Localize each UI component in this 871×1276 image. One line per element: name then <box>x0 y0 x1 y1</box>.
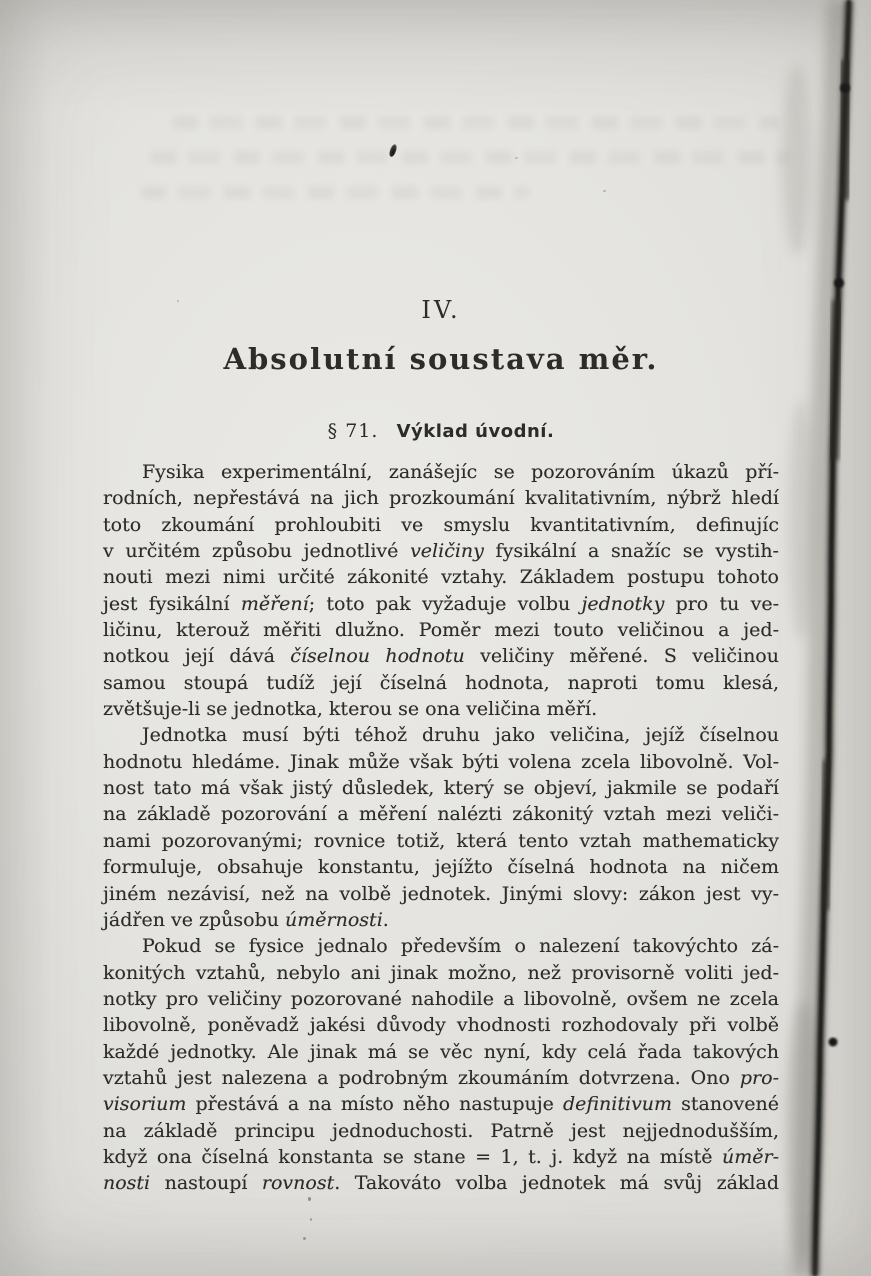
paper-speck <box>308 1197 311 1201</box>
italic-text: jednotky <box>581 592 665 615</box>
text-line <box>103 670 779 696</box>
text-segment: na základě pozorování a měření nalézti zákonitý vztah mezi veliči- <box>103 803 779 826</box>
paragraph <box>103 933 779 1196</box>
text-segment: notky pro veličiny pozorované nahodile a libovolně, ovšem ne zcela <box>103 987 779 1010</box>
text-segment: zvětšuje-li se jednotka, kterou se ona veličina měří. <box>103 698 598 721</box>
paragraph <box>103 722 779 933</box>
text-segment: ličinu, kterouž měřiti dlužno. Poměr mezi touto veličinou a jed- <box>103 619 779 642</box>
italic-text: definitivum <box>562 1093 673 1116</box>
text-segment: samou stoupá tudíž její číselná hodnota, naproti tomu klesá, <box>103 671 779 694</box>
text-segment: nouti mezi nimi určité zákonité vztahy. Základem postupu tohoto <box>103 566 779 589</box>
text-segment: libovolně, poněvadž jakési důvody vhodnosti rozhodovaly při volbě <box>103 1014 779 1037</box>
paper-speck <box>603 190 606 192</box>
text-line <box>103 591 779 617</box>
italic-text: nosti <box>103 1172 151 1195</box>
chapter-number: IV. <box>421 296 461 324</box>
text-segment: . <box>382 908 389 931</box>
book-binding-edge <box>771 0 871 1276</box>
text-segment: konitých vztahů, nebylo ani jinak možno, než provisorně voliti jed- <box>103 961 779 984</box>
text-segment: formuluje, obsahuje konstantu, jejížto číselná hodnota na ničem <box>103 856 779 879</box>
text-segment: Pokud se fysice jednalo především o nalezení takovýchto zá- <box>142 935 779 958</box>
text-line <box>103 459 779 485</box>
text-line <box>103 1039 779 1065</box>
text-segment: fysikální a snažíc se vystih- <box>483 540 779 563</box>
italic-text: úměrnosti <box>285 908 383 931</box>
bleed-through-text-row <box>140 186 530 199</box>
text-segment: veličiny měřené. S veličinou <box>464 645 779 668</box>
text-segment: jiném nezávisí, než na volbě jednotek. Jinými slovy: zákon jest vy- <box>103 882 779 905</box>
text-line <box>103 907 779 933</box>
text-line <box>103 1170 779 1196</box>
text-line <box>103 722 779 748</box>
text-segment: Jednotka musí býti téhož druhu jako veličina, jejíž číselnou <box>142 724 779 747</box>
text-segment: pro tu ve- <box>664 592 779 615</box>
text-line <box>103 1144 779 1170</box>
text-segment: když ona číselná konstanta se stane = 1, t. j. když na místě <box>103 1145 722 1168</box>
text-segment: každé jednotky. Ale jinak má se věc nyní, kdy celá řada takových <box>103 1040 779 1063</box>
text-segment: stanovené <box>672 1093 779 1116</box>
text-line <box>103 933 779 959</box>
italic-text: visorium <box>103 1093 187 1116</box>
ink-mark <box>388 143 397 157</box>
text-segment: nami pozorovanými; rovnice totiž, která tento vztah mathematicky <box>103 829 779 852</box>
text-line <box>103 1065 779 1091</box>
text-segment: nost tato má však jistý důsledek, který se objeví, jakmile se podaří <box>103 777 779 800</box>
text-line <box>103 512 779 538</box>
text-segment: hodnotu hledáme. Jinak může však býti volena zcela libovolně. Vol- <box>103 750 779 773</box>
text-line <box>103 538 779 564</box>
text-segment: přestává a na místo něho nastupuje <box>186 1093 563 1116</box>
text-line <box>103 617 779 643</box>
bleed-through-text-row <box>172 116 780 129</box>
paper-speck <box>310 1218 312 1221</box>
text-line <box>103 801 779 827</box>
paragraph <box>103 459 779 722</box>
section-title: Výklad úvodní. <box>396 421 555 442</box>
text-segment: na základě principu jednoduchosti. Patrně jest nejjednodušším, <box>103 1119 779 1142</box>
text-line <box>103 881 779 907</box>
italic-text: úměr- <box>722 1145 779 1168</box>
italic-text: veličiny <box>410 540 484 563</box>
italic-text: rovnost <box>261 1172 335 1195</box>
text-segment: notkou její dává <box>103 645 291 668</box>
paper-speck <box>515 157 518 159</box>
text-segment: jest fysikální <box>103 592 241 615</box>
text-segment: jádřen ve způsobu <box>103 908 286 931</box>
section-number: § 71. <box>327 420 379 442</box>
chapter-title: Absolutní soustava měr. <box>223 342 659 376</box>
paper-speck <box>303 1237 306 1240</box>
text-line <box>103 1118 779 1144</box>
text-segment: toto zkoumání prohloubiti ve smyslu kvantitativním, definujíc <box>103 513 779 536</box>
text-segment: ; toto pak vyžaduje volbu <box>308 592 582 615</box>
text-segment: rodních, nepřestává na jich prozkoumání kvalitativním, nýbrž hledí <box>103 487 779 510</box>
text-line <box>103 854 779 880</box>
text-line <box>103 986 779 1012</box>
text-segment: Fysika experimentální, zanášejíc se pozorováním úkazů pří- <box>142 461 779 483</box>
text-line <box>103 749 779 775</box>
text-line <box>103 485 779 511</box>
text-line <box>103 775 779 801</box>
text-line <box>103 1091 779 1117</box>
text-line <box>103 828 779 854</box>
italic-text: měření <box>240 592 309 615</box>
text-line <box>103 564 779 590</box>
italic-text: pro- <box>739 1066 779 1089</box>
section-heading <box>103 420 779 442</box>
text-line <box>103 643 779 669</box>
text-segment: v určitém způsobu jednotlivé <box>103 540 411 563</box>
italic-text: číselnou hodnotu <box>290 645 465 668</box>
text-line <box>103 960 779 986</box>
text-line <box>103 1012 779 1038</box>
heading-spacer <box>384 420 390 442</box>
text-segment: . Takováto volba jednotek má svůj základ <box>334 1172 779 1195</box>
bleed-through-text-row <box>150 151 790 164</box>
text-segment: vztahů jest nalezena a podrobným zkoumáním dotvrzena. Ono <box>103 1066 740 1089</box>
body-text <box>103 459 779 1197</box>
text-line <box>103 696 779 722</box>
text-segment: nastoupí <box>150 1172 262 1195</box>
